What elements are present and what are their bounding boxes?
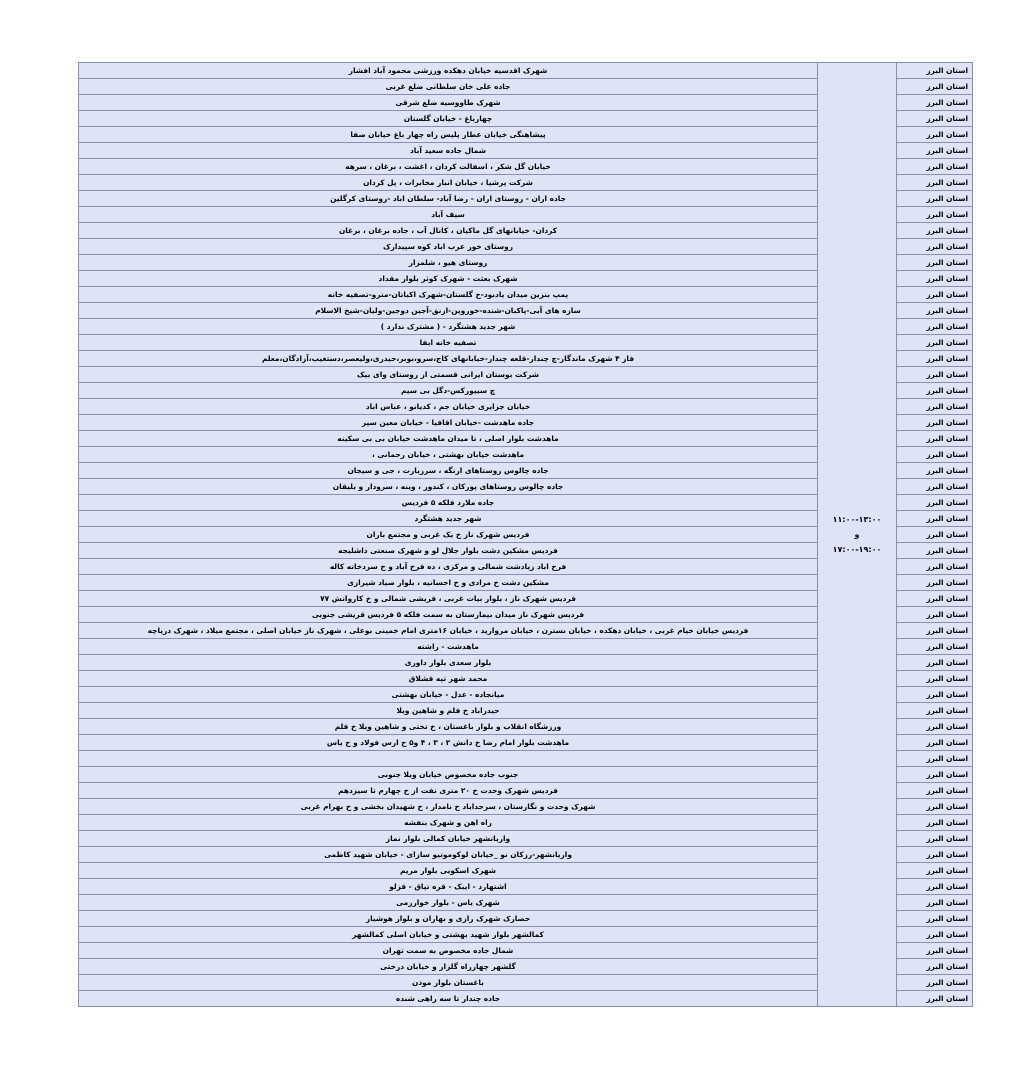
- province-cell: استان البرز: [897, 671, 973, 687]
- address-cell: حصارک شهرک رازی و بهاران و بلوار هوشیار: [79, 911, 818, 927]
- address-cell: پمپ بنزین میدان یادبود-خ گلستان-شهرک اکباتان-مترو-تصفیه خانه: [79, 287, 818, 303]
- province-cell: استان البرز: [897, 95, 973, 111]
- province-cell: استان البرز: [897, 655, 973, 671]
- province-cell: استان البرز: [897, 319, 973, 335]
- province-cell: استان البرز: [897, 79, 973, 95]
- province-cell: استان البرز: [897, 287, 973, 303]
- address-cell: جاده ماهدشت -خیابان اقاقیا - خیابان معین سپر: [79, 415, 818, 431]
- address-cell: شهر جدید هشتگرد: [79, 511, 818, 527]
- address-cell: شهرک طاووسیه ضلع شرقی: [79, 95, 818, 111]
- address-cell: گلشهر چهارراه گلزار و خیابان درختی: [79, 959, 818, 975]
- province-cell: استان البرز: [897, 191, 973, 207]
- province-cell: استان البرز: [897, 383, 973, 399]
- address-cell: ماهدشت خیابان بهشتی ، خیابان رحمانی ،: [79, 447, 818, 463]
- province-cell: استان البرز: [897, 495, 973, 511]
- address-cell: روستای خور عرب اباد کوه سپیدارک: [79, 239, 818, 255]
- address-cell: ماهدشت - راشته: [79, 639, 818, 655]
- outage-schedule-sheet: [78, 62, 973, 1007]
- province-cell: استان البرز: [897, 399, 973, 415]
- province-cell: استان البرز: [897, 255, 973, 271]
- address-cell: شهرک اسکویی بلوار مریم: [79, 863, 818, 879]
- province-cell: استان البرز: [897, 223, 973, 239]
- address-cell: جاده ملارد فلکه ۵ فردیس: [79, 495, 818, 511]
- province-cell: استان البرز: [897, 639, 973, 655]
- province-cell: استان البرز: [897, 991, 973, 1007]
- address-cell: خیابان گل شکر ، اسفالت کردان ، اغشت ، برغان ، سرهه: [79, 159, 818, 175]
- address-cell: بلوار سعدی بلوار داوری: [79, 655, 818, 671]
- time-slot-line2: و: [854, 530, 860, 539]
- outage-table-body: [79, 63, 973, 1007]
- address-cell: شهر جدید هشتگرد - ( مشترک ندارد ): [79, 319, 818, 335]
- address-cell: تصفیه خانه ابفا: [79, 335, 818, 351]
- address-cell: مشکین دشت خ مرادی و خ احسانیه ، بلوار صیاد شیرازی: [79, 575, 818, 591]
- province-cell: استان البرز: [897, 207, 973, 223]
- address-cell: راه اهن و شهرک بنفشه: [79, 815, 818, 831]
- province-cell: استان البرز: [897, 63, 973, 79]
- address-cell: شهرک اقدسیه خیابان دهکده ورزشی محمود آباد افشار: [79, 63, 818, 79]
- province-cell: استان البرز: [897, 511, 973, 527]
- address-cell: شمال جاده سعید آباد: [79, 143, 818, 159]
- address-cell: ماهدشت بلوار اصلی ، تا میدان ماهدشت خیابان بی بی سکینه: [79, 431, 818, 447]
- province-cell: استان البرز: [897, 751, 973, 767]
- address-cell: چهارباغ - خیابان گلستان: [79, 111, 818, 127]
- province-cell: استان البرز: [897, 719, 973, 735]
- province-cell: استان البرز: [897, 767, 973, 783]
- address-cell: میانجاده - عدل - خیابان بهشتی: [79, 687, 818, 703]
- province-cell: استان البرز: [897, 543, 973, 559]
- address-cell: فرخ اباد زیادشت شمالی و مرکزی ، ده فرخ آباد و خ سردخانه کاله: [79, 559, 818, 575]
- address-cell: پیشاهنگی خیابان عطار پلیس راه چهار باغ خیابان صفا: [79, 127, 818, 143]
- province-cell: استان البرز: [897, 863, 973, 879]
- province-cell: استان البرز: [897, 783, 973, 799]
- province-cell: استان البرز: [897, 463, 973, 479]
- province-cell: استان البرز: [897, 623, 973, 639]
- address-cell: فردیس شهرک ناز ، بلوار بیات غربی ، قریشی شمالی و خ کاروانش ۷۷: [79, 591, 818, 607]
- province-cell: استان البرز: [897, 367, 973, 383]
- address-cell: فردیس شهرک وحدت خ ۲۰ متری نفت از خ چهارم تا سیزدهم: [79, 783, 818, 799]
- province-cell: استان البرز: [897, 703, 973, 719]
- address-cell: شهرک وحدت و نگارستان ، سرحداباد خ نامدار ، خ شهیدان بخشی و خ بهرام غربی: [79, 799, 818, 815]
- address-cell: شرکت بوستان ایرانی قسمتی از روستای وای بیک: [79, 367, 818, 383]
- province-cell: استان البرز: [897, 847, 973, 863]
- address-cell: محمد شهر تپه قشلاق: [79, 671, 818, 687]
- table-row: [79, 63, 973, 79]
- province-cell: استان البرز: [897, 879, 973, 895]
- address-cell: شهرک بعثت - شهرک کوثر بلوار مقداد: [79, 271, 818, 287]
- address-cell: شهرک یاس - بلوار خوارزمی: [79, 895, 818, 911]
- address-cell: سازه های آبی-پاکبان-شنده-خوروین-ازنق-آجین دوجین-ولیان-شیخ الاسلام: [79, 303, 818, 319]
- address-cell: کردان- خیابانهای گل ماکیان ، کانال آب ، جاده برغان ، برغان: [79, 223, 818, 239]
- address-cell: واریانشهر-رزکان نو _خیابان لوکوموتیو سازای - خیابان شهید کاظمی: [79, 847, 818, 863]
- province-cell: استان البرز: [897, 351, 973, 367]
- time-slot-line1: ۱۱:۰۰-۱۳:۰۰: [832, 515, 882, 524]
- time-slot-cell: [818, 63, 897, 1007]
- province-cell: استان البرز: [897, 895, 973, 911]
- address-cell: واریانشهر خیابان کمالی بلوار نماز: [79, 831, 818, 847]
- province-cell: استان البرز: [897, 607, 973, 623]
- province-cell: استان البرز: [897, 975, 973, 991]
- address-cell: جنوب جاده مخصوص خیابان ویلا جنوبی: [79, 767, 818, 783]
- province-cell: استان البرز: [897, 111, 973, 127]
- address-cell: جاده چالوس روستاهای پورکان ، کندور ، وینه ، سرودار و بلیقان: [79, 479, 818, 495]
- province-cell: استان البرز: [897, 303, 973, 319]
- address-cell: فردیس شهرک ناز خ یک غربی و مجتمع باران: [79, 527, 818, 543]
- outage-table: [78, 62, 973, 1007]
- province-cell: استان البرز: [897, 943, 973, 959]
- address-cell: جاده علی خان سلطانی ضلع غربی: [79, 79, 818, 95]
- province-cell: استان البرز: [897, 159, 973, 175]
- province-cell: استان البرز: [897, 911, 973, 927]
- address-cell: [79, 751, 818, 767]
- time-slot-line3: ۱۷:۰۰-۱۹:۰۰: [832, 545, 882, 554]
- address-cell: شرکت پرشیا ، خیابان انبار مخابرات ، پل کردان: [79, 175, 818, 191]
- address-cell: جاده چالوس روستاهای ارنگه ، سرزیارت ، جی و سیجان: [79, 463, 818, 479]
- address-cell: فردیس شهرک ناز میدان بیمارستان به سمت فلکه ۵ فردیس قریشی جنوبی: [79, 607, 818, 623]
- address-cell: جاده چندار تا سه راهی شنده: [79, 991, 818, 1007]
- address-cell: چ سیپورکس-دگل بی سیم: [79, 383, 818, 399]
- province-cell: استان البرز: [897, 415, 973, 431]
- province-cell: استان البرز: [897, 815, 973, 831]
- address-cell: ماهدشت بلوار امام رضا خ دانش ۲ ، ۳ ، ۴ و۵ خ ارس فولاد و خ یاس: [79, 735, 818, 751]
- province-cell: استان البرز: [897, 527, 973, 543]
- address-cell: خیابان جزایری خیابان جم ، کدیانو ، عباس اباد: [79, 399, 818, 415]
- province-cell: استان البرز: [897, 575, 973, 591]
- province-cell: استان البرز: [897, 927, 973, 943]
- province-cell: استان البرز: [897, 479, 973, 495]
- address-cell: ورزشگاه انقلاب و بلوار باغستان ، خ تختی و شاهین ویلا خ قلم: [79, 719, 818, 735]
- province-cell: استان البرز: [897, 959, 973, 975]
- province-cell: استان البرز: [897, 239, 973, 255]
- address-cell: روستای هیو ، شلمزار: [79, 255, 818, 271]
- address-cell: باغستان بلوار موذن: [79, 975, 818, 991]
- address-cell: جاده اران - روستای اران - رضا آباد- سلطان اباد -روستای کرگلین: [79, 191, 818, 207]
- province-cell: استان البرز: [897, 431, 973, 447]
- address-cell: اشتهارد - ایبک - قره تپاق - قزلو: [79, 879, 818, 895]
- province-cell: استان البرز: [897, 335, 973, 351]
- address-cell: سیف آباد: [79, 207, 818, 223]
- province-cell: استان البرز: [897, 735, 973, 751]
- province-cell: استان البرز: [897, 447, 973, 463]
- province-cell: استان البرز: [897, 559, 973, 575]
- address-cell: شمال جاده مخصوص به سمت تهران: [79, 943, 818, 959]
- province-cell: استان البرز: [897, 175, 973, 191]
- province-cell: استان البرز: [897, 271, 973, 287]
- province-cell: استان البرز: [897, 591, 973, 607]
- province-cell: استان البرز: [897, 831, 973, 847]
- province-cell: استان البرز: [897, 127, 973, 143]
- address-cell: فاز ۴ شهرک ماندگار-چ چندار-قلعه چندار-خیابانهای کاج،سرو،بوبر،حیدری،ولیعصر،دستغیب،آزادگان،معلم: [79, 351, 818, 367]
- address-cell: کمالشهر بلوار شهید بهشتی و خیابان اصلی کمالشهر: [79, 927, 818, 943]
- address-cell: فردیس خیابان خیام غربی ، خیابان دهکده ، خیابان نسترن ، خیابان مروارید ، خیابان ۱۶متری امام خمینی بوعلی ، شهرک ناز خیابان اصلی ، مجتمع میلاد ، شهرک دریاچه: [79, 623, 818, 639]
- province-cell: استان البرز: [897, 687, 973, 703]
- province-cell: استان البرز: [897, 143, 973, 159]
- province-cell: استان البرز: [897, 799, 973, 815]
- address-cell: فردیس مشکین دشت بلوار جلال لو و شهرک صنعتی داشلیجه: [79, 543, 818, 559]
- address-cell: حیدراباد خ قلم و شاهین ویلا: [79, 703, 818, 719]
